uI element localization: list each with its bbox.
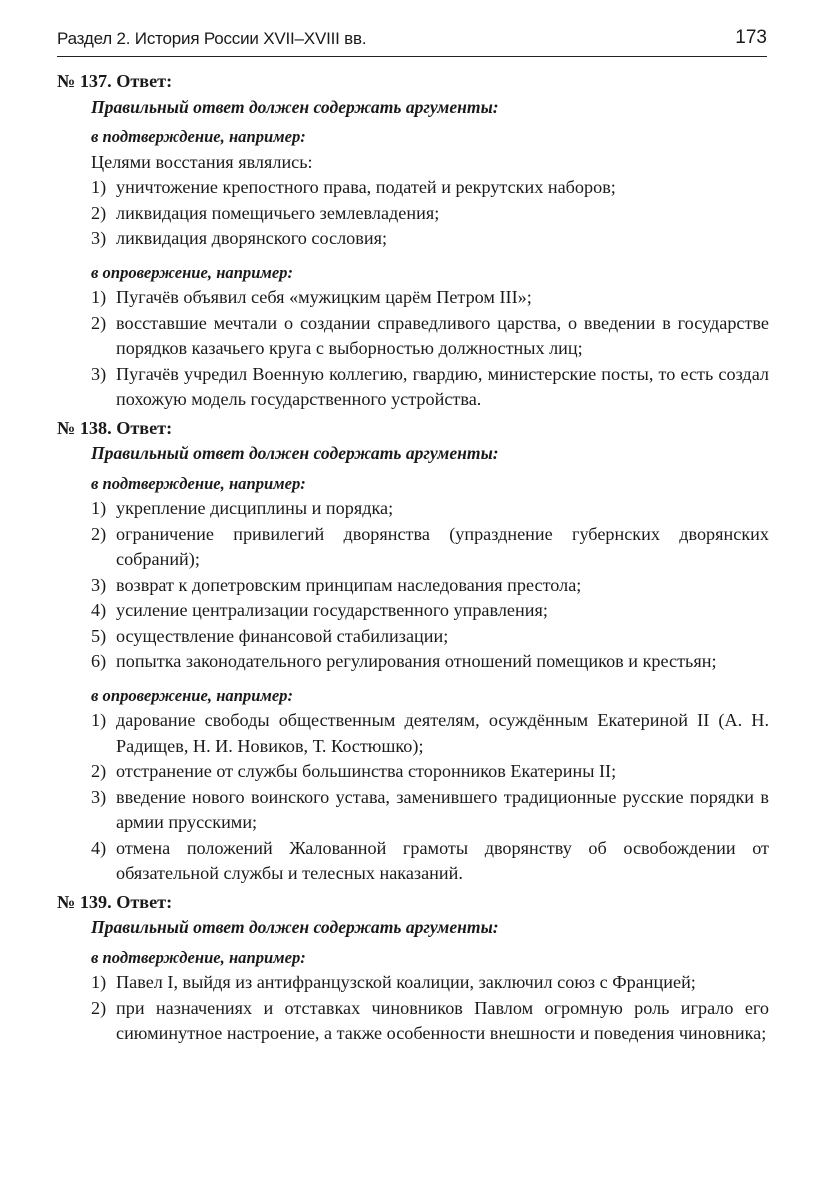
list-item	[57, 649, 769, 675]
item-number: 2)	[91, 202, 107, 223]
task-137	[57, 69, 769, 413]
task-title: № 138. Ответ:	[57, 417, 173, 438]
item-number: 1)	[91, 972, 107, 992]
refute-label: в опровержение, например:	[91, 685, 294, 705]
refute-list	[57, 285, 769, 413]
page-number: 173	[735, 27, 767, 48]
list-item	[57, 311, 769, 362]
item-number: 2)	[91, 997, 107, 1018]
task-139	[57, 890, 769, 1047]
item-number: 4)	[91, 837, 107, 858]
list-item	[57, 970, 769, 996]
list-item	[57, 836, 769, 887]
item-number: 4)	[91, 600, 107, 620]
list-item	[57, 785, 769, 836]
item-number: 1)	[91, 710, 107, 730]
task-title: № 139. Ответ:	[57, 891, 173, 912]
confirm-list	[57, 175, 769, 252]
item-text: отмена положений Жалованной грамоты дворянству об освобождении от обязательной службы и телесных наказаний.	[116, 837, 769, 883]
list-item	[57, 496, 769, 522]
refute-list	[57, 708, 769, 887]
item-number: 3)	[91, 786, 107, 807]
refute-label: в опровержение, например:	[91, 262, 294, 282]
list-item	[57, 522, 769, 573]
item-text: попытка законодательного регулирования отношений помещиков и крестьян;	[116, 651, 717, 671]
confirm-label: в подтверждение, например:	[91, 473, 306, 493]
list-item	[57, 573, 769, 599]
confirm-list	[57, 496, 769, 675]
list-item	[57, 708, 769, 759]
item-text: введение нового воинского устава, заменившего традиционные русские порядки в армии прусскими;	[116, 786, 769, 832]
list-item	[57, 759, 769, 785]
item-number: 2)	[91, 761, 107, 781]
page-header	[57, 26, 767, 57]
list-item	[57, 624, 769, 650]
list-item	[57, 175, 769, 201]
confirm-list	[57, 970, 769, 1047]
list-item	[57, 996, 769, 1047]
list-item	[57, 598, 769, 624]
item-text: ограничение привилегий дворянства (упразднение губернских дворянских собраний);	[116, 523, 769, 569]
item-number: 2)	[91, 523, 107, 544]
intro-text: Целями восстания являлись:	[91, 151, 313, 172]
item-number: 3)	[91, 228, 107, 248]
list-item	[57, 285, 769, 311]
item-text: осуществление финансовой стабилизации;	[116, 625, 449, 646]
item-text: дарование свободы общественным деятелям, осуждённым Екатериной II (А. Н. Радищев, Н. И. Новиков, Т. Костюшко);	[116, 710, 769, 756]
item-number: 6)	[91, 651, 107, 671]
item-text: отстранение от службы большинства сторонников Екатерины II;	[116, 761, 617, 781]
task-title: № 137. Ответ:	[57, 71, 173, 91]
answer-lead: Правильный ответ должен содержать аргументы:	[91, 917, 499, 937]
item-text: Павел I, выйдя из антифранцузской коалиции, заключил союз с Францией;	[116, 972, 696, 992]
list-item	[57, 362, 769, 413]
answer-lead: Правильный ответ должен содержать аргументы:	[91, 443, 499, 463]
item-text: усиление централизации государственного управления;	[116, 600, 548, 620]
confirm-label: в подтверждение, например:	[91, 947, 306, 967]
task-138	[57, 416, 769, 887]
item-number: 1)	[91, 498, 107, 518]
item-number: 1)	[91, 177, 107, 197]
list-item	[57, 226, 769, 252]
item-text: уничтожение крепостного права, податей и рекрутских наборов;	[116, 177, 616, 197]
item-text: Пугачёв учредил Военную коллегию, гвардию, министерские посты, то есть создал похожую модель государственного устройства.	[116, 363, 769, 409]
item-text: укрепление дисциплины и порядка;	[116, 498, 394, 518]
chapter-title: Раздел 2. История России XVII–XVIII вв.	[57, 29, 367, 48]
page-body	[57, 69, 769, 1047]
item-text: восставшие мечтали о создании справедливого царства, о введении в государстве порядков казачьего круга с выборностью должностных лиц;	[116, 312, 769, 358]
item-text: возврат к допетровским принципам наследования престола;	[116, 574, 582, 595]
item-number: 5)	[91, 625, 107, 646]
item-number: 2)	[91, 312, 107, 333]
item-text: при назначениях и отставках чиновников Павлом огромную роль играло его сиюминутное настроение, а также особенности внешности и поведения чиновника;	[116, 997, 769, 1043]
list-item	[57, 201, 769, 227]
item-text: Пугачёв объявил себя «мужицким царём Петром III»;	[116, 287, 532, 307]
confirm-label: в подтверждение, например:	[91, 127, 306, 146]
answer-lead: Правильный ответ должен содержать аргументы:	[91, 96, 499, 117]
item-number: 3)	[91, 363, 107, 384]
item-text: ликвидация помещичьего землевладения;	[116, 202, 440, 223]
item-text: ликвидация дворянского сословия;	[116, 228, 388, 248]
item-number: 3)	[91, 574, 107, 595]
item-number: 1)	[91, 287, 107, 307]
